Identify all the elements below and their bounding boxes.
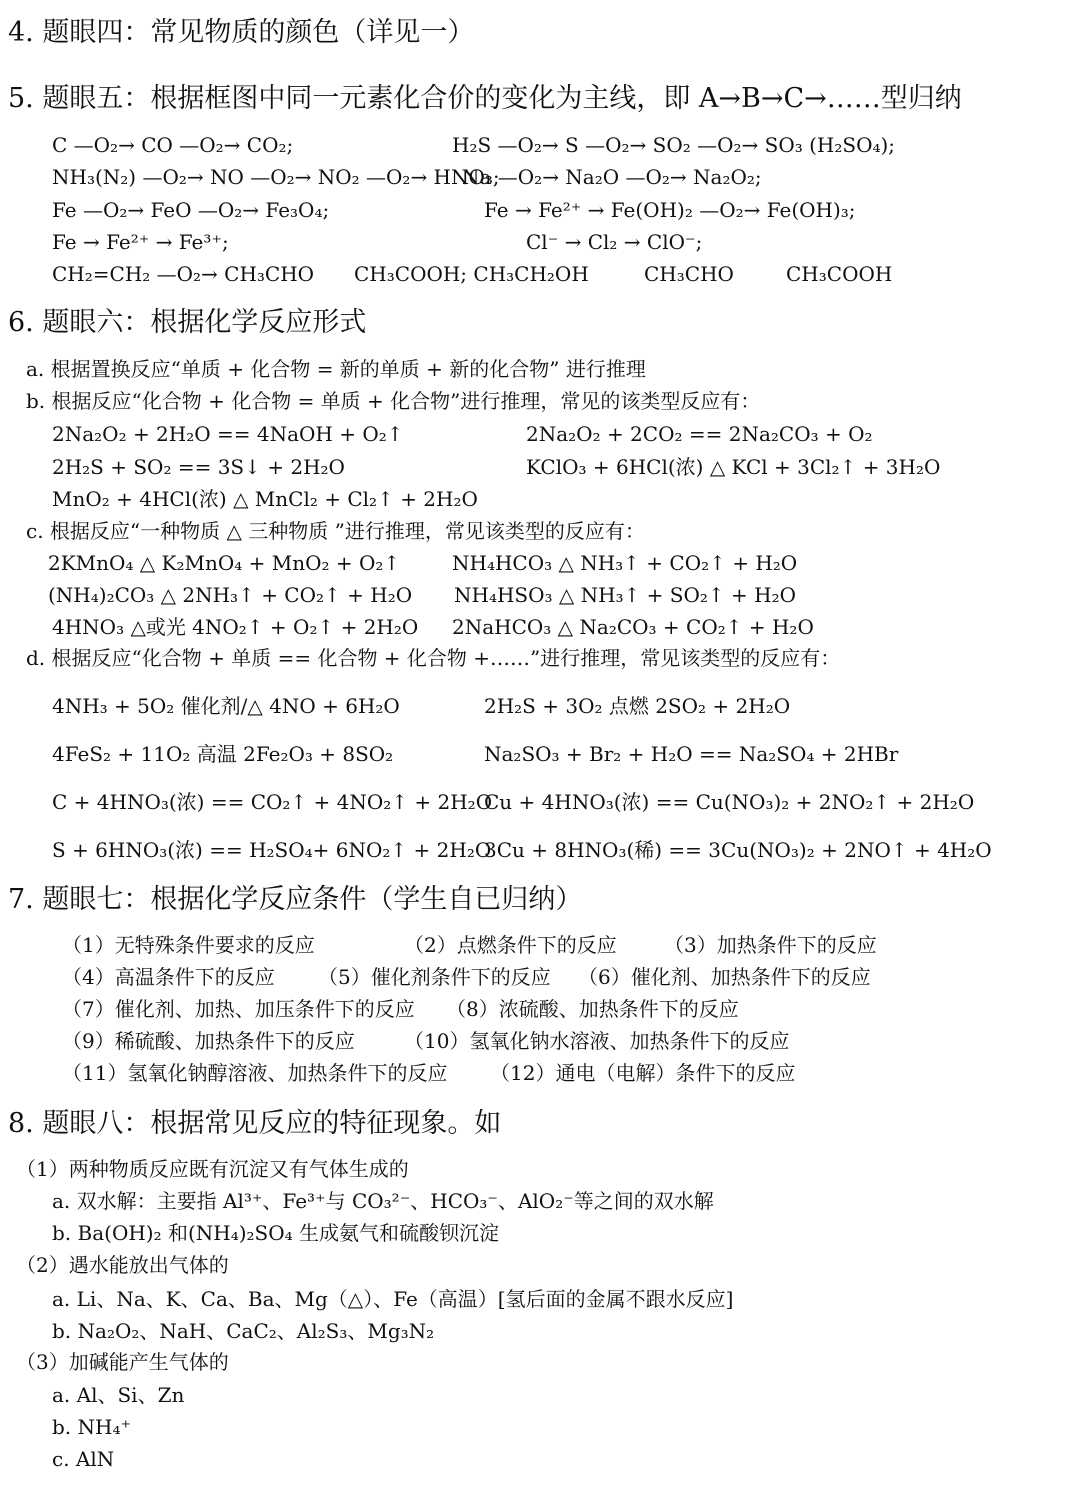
s7-item-7: （7）催化剂、加热、加压条件下的反应 [62,997,415,1021]
s6-c-row3-left: 4HNO₃ △或光 4NO₂↑ + O₂↑ + 2H₂O [52,615,419,639]
section-6-heading: 6. 题眼六：根据化学反应形式 [8,307,367,338]
s7-item-6: （6）催化剂、加热条件下的反应 [578,965,871,989]
s8-line-5: a. Li、Na、K、Ca、Ba、Mg（△）、Fe（高温）[氢后面的金属不跟水反应] [52,1287,734,1311]
s6-b-row2-right: KClO₃ + 6HCl(浓) △ KCl + 3Cl₂↑ + 3H₂O [526,455,941,479]
s8-line-6: b. Na₂O₂、NaH、CaC₂、Al₂S₃、Mg₃N₂ [52,1319,435,1343]
s6-d-row3-left: C + 4HNO₃(浓) == CO₂↑ + 4NO₂↑ + 2H₂O [52,790,493,814]
s5-row4-left: Fe → Fe²⁺ → Fe³⁺; [52,230,229,254]
s6-a: a. 根据置换反应“单质 + 化合物 = 新的单质 + 新的化合物” 进行推理 [26,357,646,381]
s6-d-row1-left: 4NH₃ + 5O₂ 催化剂/△ 4NO + 6H₂O [52,694,400,718]
s6-d-row2-left: 4FeS₂ + 11O₂ 高温 2Fe₂O₃ + 8SO₂ [52,742,394,766]
s8-line-7: （3）加碱能产生气体的 [16,1350,229,1374]
s6-d-row4-right: 3Cu + 8HNO₃(稀) == 3Cu(NO₃)₂ + 2NO↑ + 4H₂O [484,838,992,862]
s6-d: d. 根据反应“化合物 + 单质 == 化合物 + 化合物 +……”进行推理，常见该类型的反应有： [26,646,841,670]
s8-line-8: a. Al、Si、Zn [52,1383,185,1407]
s6-b-row1-right: 2Na₂O₂ + 2CO₂ == 2Na₂CO₃ + O₂ [526,422,873,446]
s7-item-2: （2）点燃条件下的反应 [404,933,617,957]
s6-c-row3-right: 2NaHCO₃ △ Na₂CO₃ + CO₂↑ + H₂O [452,615,814,639]
s6-c-row1-left: 2KMnO₄ △ K₂MnO₄ + MnO₂ + O₂↑ [48,551,401,575]
section-4-heading: 4. 题眼四：常见物质的颜色（详见一） [8,17,475,48]
s5-row1-left: C —O₂→ CO —O₂→ CO₂; [52,133,294,157]
s7-item-1: （1）无特殊条件要求的反应 [62,933,315,957]
s7-item-9: （9）稀硫酸、加热条件下的反应 [62,1029,355,1053]
s8-line-9: b. NH₄⁺ [52,1415,132,1439]
s6-b: b. 根据反应“化合物 + 化合物 = 单质 + 化合物”进行推理，常见的该类型反应有： [26,389,761,413]
s5-row4-right: Cl⁻ → Cl₂ → ClO⁻; [526,230,703,254]
s5-row3-left: Fe —O₂→ FeO —O₂→ Fe₃O₄; [52,198,330,222]
s5-row2-left: NH₃(N₂) —O₂→ NO —O₂→ NO₂ —O₂→ HNO₃; [52,165,500,189]
section-7-heading: 7. 题眼七：根据化学反应条件（学生自已归纳） [8,884,583,915]
s5-row1-right: H₂S —O₂→ S —O₂→ SO₂ —O₂→ SO₃ (H₂SO₄); [452,133,896,157]
s6-d-row4-left: S + 6HNO₃(浓) == H₂SO₄+ 6NO₂↑ + 2H₂O [52,838,492,862]
s8-line-10: c. AlN [52,1447,115,1471]
s6-c-row2-left: (NH₄)₂CO₃ △ 2NH₃↑ + CO₂↑ + H₂O [48,583,413,607]
s7-item-11: （11）氢氧化钠醇溶液、加热条件下的反应 [62,1061,448,1085]
s5-row5-a: CH₂=CH₂ —O₂→ CH₃CHO [52,262,315,286]
s6-d-row1-right: 2H₂S + 3O₂ 点燃 2SO₂ + 2H₂O [484,694,791,718]
s8-line-2: a. 双水解：主要指 Al³⁺、Fe³⁺与 CO₃²⁻、HCO₃⁻、AlO₂⁻等之间的双水解 [52,1189,714,1213]
s7-item-10: （10）氢氧化钠水溶液、加热条件下的反应 [404,1029,790,1053]
s6-c-row1-right: NH₄HCO₃ △ NH₃↑ + CO₂↑ + H₂O [452,551,798,575]
s6-c-row2-right: NH₄HSO₃ △ NH₃↑ + SO₂↑ + H₂O [454,583,797,607]
s7-item-12: （12）通电（电解）条件下的反应 [490,1061,796,1085]
s5-row5-c: CH₃CHO [644,262,734,286]
s5-row5-d: CH₃COOH [786,262,893,286]
section-5-heading: 5. 题眼五：根据框图中同一元素化合价的变化为主线，即 A→B→C→……型归纳 [8,83,962,114]
section-8-heading: 8. 题眼八：根据常见反应的特征现象。如 [8,1108,502,1139]
s6-b-row1-left: 2Na₂O₂ + 2H₂O == 4NaOH + O₂↑ [52,422,404,446]
s6-b-row3-left: MnO₂ + 4HCl(浓) △ MnCl₂ + Cl₂↑ + 2H₂O [52,487,478,511]
s6-d-row3-right: Cu + 4HNO₃(浓) == Cu(NO₃)₂ + 2NO₂↑ + 2H₂O [484,790,975,814]
s7-item-3: （3）加热条件下的反应 [664,933,877,957]
s7-item-8: （8）浓硫酸、加热条件下的反应 [446,997,739,1021]
s8-line-4: （2）遇水能放出气体的 [16,1253,229,1277]
s8-line-1: （1）两种物质反应既有沉淀又有气体生成的 [16,1157,409,1181]
s6-d-row2-right: Na₂SO₃ + Br₂ + H₂O == Na₂SO₄ + 2HBr [484,742,899,766]
s6-b-row2-left: 2H₂S + SO₂ == 3S↓ + 2H₂O [52,455,345,479]
s5-row2-right: Na —O₂→ Na₂O —O₂→ Na₂O₂; [462,165,762,189]
s8-line-3: b. Ba(OH)₂ 和(NH₄)₂SO₄ 生成氨气和硫酸钡沉淀 [52,1221,500,1245]
s5-row5-b: CH₃COOH; CH₃CH₂OH [354,262,589,286]
s5-row3-right: Fe → Fe²⁺ → Fe(OH)₂ —O₂→ Fe(OH)₃; [484,198,856,222]
s7-item-4: （4）高温条件下的反应 [62,965,275,989]
s7-item-5: （5）催化剂条件下的反应 [318,965,551,989]
s6-c: c. 根据反应“一种物质 △ 三种物质 ”进行推理，常见该类型的反应有： [26,519,645,543]
